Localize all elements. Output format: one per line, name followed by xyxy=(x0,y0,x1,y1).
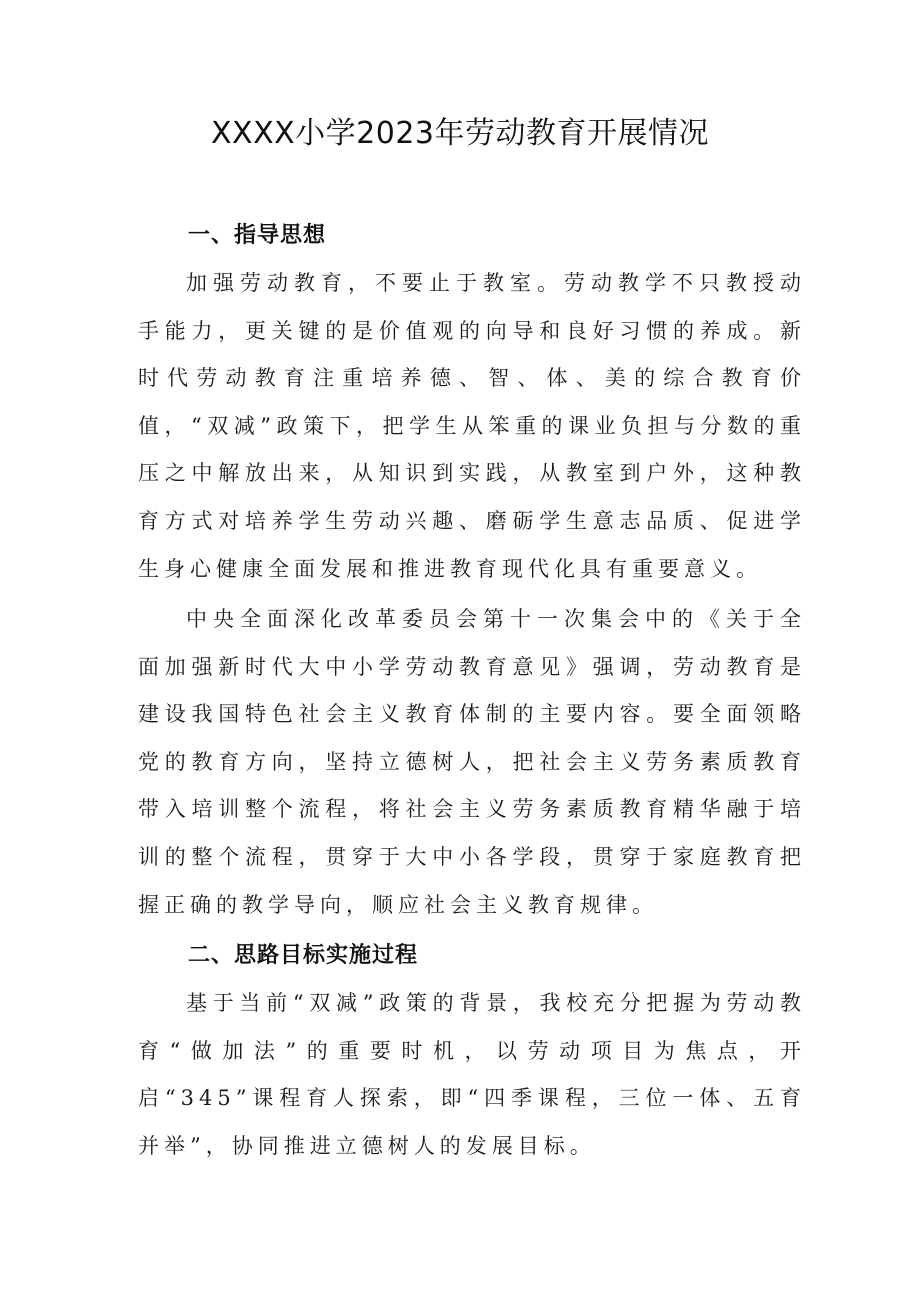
paragraph: 加强劳动教育，不要止于教室。劳动教学不只教授动手能力，更关键的是价值观的向导和良好习惯的养成。新时代劳动教育注重培养德、智、体、美的综合教育价值，“双减”政策下，把学生从笨重的课业负担与分数的重压之中解放出来，从知识到实践，从教室到户外，这种教育方式对培养学生劳动兴趣、磨砺学生意志品质、促进学生身心健康全面发展和推进教育现代化具有重要意义。 xyxy=(138,271,806,581)
paragraph: 基于当前“双减”政策的背景，我校充分把握为劳动教育“做加法”的重要时机，以劳动项目为焦点，开启“345”课程育人探索，即“四季课程，三位一体、五育并举”，协同推进立德树人的发展目标。 xyxy=(138,991,806,1158)
section-heading-guiding-ideology: 一、指导思想 xyxy=(188,223,327,248)
section-heading-implementation-process: 二、思路目标实施过程 xyxy=(188,943,419,968)
document-title: XXXX小学2023年劳动教育开展情况 xyxy=(210,116,710,151)
paragraph: 中央全面深化改革委员会第十一次集会中的《关于全面加强新时代大中小学劳动教育意见》强调，劳动教育是建设我国特色社会主义教育体制的主要内容。要全面领略党的教育方向，坚持立德树人，把社会主义劳务素质教育带入培训整个流程，将社会主义劳务素质教育精华融于培训的整个流程，贯穿于大中小各学段，贯穿于家庭教育把握正确的教学导向，顺应社会主义教育规律。 xyxy=(138,607,806,917)
